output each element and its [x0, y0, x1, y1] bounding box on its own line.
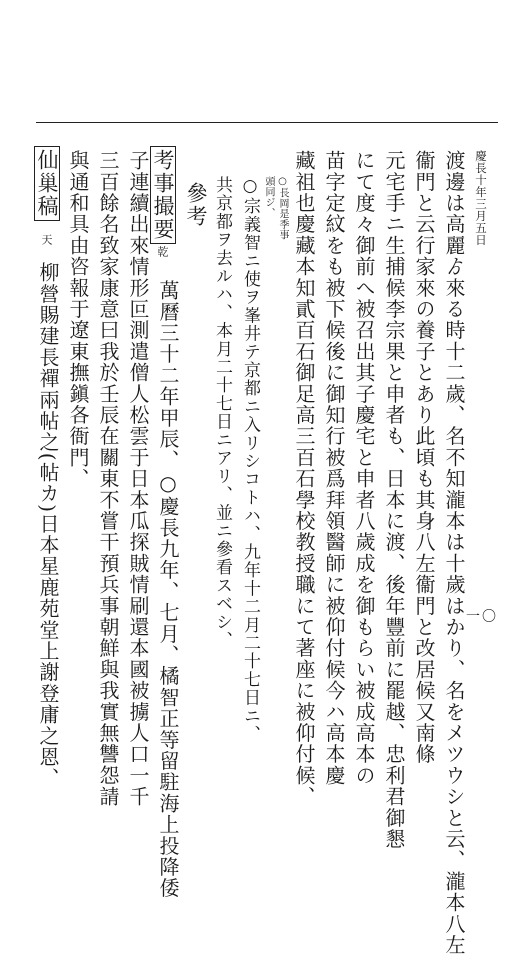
body-column-6: 藏祖也慶藏本知貳百石御足高三百石學校教授職にて著座に被仰付候、 [292, 150, 316, 808]
senso-kou-heading: 仙巢稿 [34, 146, 60, 221]
kouji-column-3: 三百餘名致家康意曰我於壬辰在關東不嘗干預兵事朝鮮與我實無讐怨請 [96, 150, 120, 808]
header-rule [36, 122, 498, 123]
body-column-1: 渡邊は高麗ゟ來る時十二歲、名不知瀧本は十歲はかり、名をメツウシと云、瀧本八左 [442, 150, 466, 956]
note-munetomo-line2: 共京都ヲ去ルハ、本月二十七日ニアリ、並ニ參看スベシ、 [212, 176, 232, 650]
kouji-column-2: 子連續出來情形叵測遣僧人松雲于日本瓜探賊情刷還本國被擄人口一千 [126, 150, 150, 808]
page-number: 一〇 [466, 609, 498, 625]
body-column-4: にて度々御前へ被召出其子慶宅と申者八歲成を御もらい被成高本の [352, 150, 376, 786]
kouji-column-1: 萬曆三十二年甲辰、○慶長九年、七月、橘智正等留駐海上投降倭 [156, 280, 180, 899]
note-same: 頭同ジ、 [263, 176, 274, 218]
body-column-3: 元宅手ニ生捕候李宗果と申者も、日本に渡、後年豐前に罷越、忠利君御懇 [382, 150, 406, 850]
body-column-2: 衞門と云行家來の養子とあり此頃も其身八左衞門と改居候又南條 [412, 150, 436, 765]
body-column-5: 苗字定紋をも被下候後に御知行被爲拜領醫師に被仰付候今ハ高本慶 [322, 150, 346, 786]
senso-column-1: 柳營賜建長禪兩帖之(帖カ)日本星鹿苑堂上謝登庸之恩、 [36, 262, 60, 789]
header-date: 慶長十年三月五日 [474, 150, 488, 246]
kouji-column-4: 與通和具由咨報于遼東撫鎭各衙門、 [66, 150, 90, 490]
senso-volume-mark: 天 [40, 234, 53, 247]
sankou-heading: 參考 [184, 182, 208, 228]
kouji-volume-mark: 乾 [156, 246, 169, 259]
note-nagaoka: ○長岡是季事 [277, 176, 288, 240]
kouji-satsuyou-heading: 考事撮要 [150, 146, 176, 244]
note-munetomo-line1: ○宗義智ニ使ヲ峯井テ京都ニ入リシコトハ、九年十二月二十七日ニ、 [240, 176, 260, 744]
